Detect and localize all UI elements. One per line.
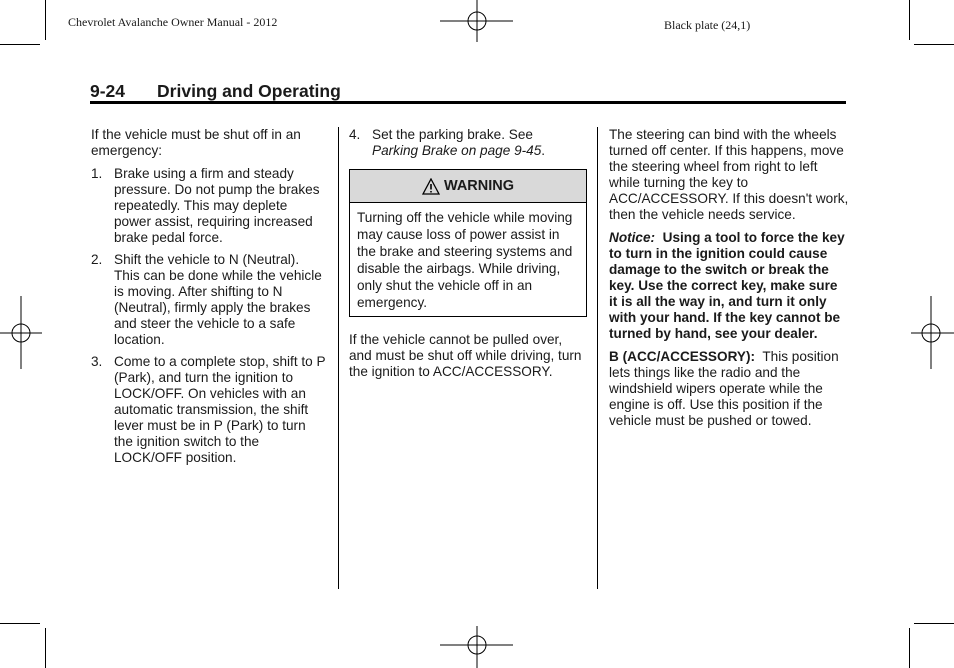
step-text: Come to a complete stop, shift to P (Park), and turn the ignition to LOCK/OFF. On vehicles with an automatic transmission, the shift lever must be in P (Park) to turn the ignition switch to the LOCK/OFF position. [114,354,326,465]
step-text: Set the parking brake. See [372,127,533,142]
notice-paragraph [609,230,849,342]
warning-header [350,170,586,203]
step-text: Brake using a firm and steady pressure. Do not pump the brakes repeatedly. This may deplete power assist, requiring increased brake pedal force. [114,166,320,245]
step-number: 1. [91,166,103,181]
step-text: Shift the vehicle to N (Neutral). This can be done while the vehicle is moving. After shifting to N (Neutral), firmly apply the brakes and steer the vehicle to a safe location. [114,252,322,347]
column-2-lower [349,332,585,387]
notice-text: Using a tool to force the key to turn in the ignition could cause damage to the switch or break the key. Use the correct key, make sure it is all the way in, and turn it only with your hand. If the key cannot be turned by hand, see your dealer. [609,230,845,341]
column-divider [597,127,598,589]
notice-label: Notice: [609,230,656,245]
warning-box [349,169,587,317]
steps-list [91,166,327,466]
section-title: Driving and Operating [157,81,341,101]
steps-list-continued [349,127,587,159]
list-item [91,354,327,466]
column-1 [91,127,327,472]
header-rule [90,101,846,104]
step-number: 2. [91,252,103,267]
list-item [91,252,327,348]
registration-mark-top [440,0,515,45]
list-item [349,127,587,159]
step-text-end: . [541,143,546,158]
steering-paragraph: The steering can bind with the wheels turned off center. If this happens, move the steering wheel from right to left while turning the key to ACC/ACCESSORY. If this doesn't work, then the vehicle needs service. [609,127,849,222]
page-number: 9-24 [90,81,126,101]
registration-mark-right [909,296,954,371]
intro-text: If the vehicle must be shut off in an emergency: [91,127,301,158]
registration-mark-left [0,296,45,371]
step-number: 3. [91,354,103,369]
cross-reference-link[interactable]: Parking Brake on page 9-45 [372,143,542,158]
after-warning-text: If the vehicle cannot be pulled over, and must be shut off while driving, turn the ignition to ACC/ACCESSORY. [349,332,582,379]
list-item [91,166,327,246]
warning-body: Turning off the vehicle while moving may cause loss of power assist in the brake and steering systems and disable the airbags. While driving, only shut the vehicle off in an emergency. [357,210,573,310]
column-divider [338,127,339,589]
column-3 [609,127,849,436]
warning-triangle-icon [422,178,440,195]
column-2 [349,127,587,165]
page-header [90,81,341,102]
acc-label: B (ACC/ACCESSORY): [609,349,756,364]
acc-paragraph [609,349,849,429]
warning-title: WARNING [443,178,515,194]
plate-left-text: Chevrolet Avalanche Owner Manual - 2012 [68,15,278,29]
acc-text: This position lets things like the radio and the windshield wipers operate while the engine is off. Use this position if the vehicle must be pushed or towed. [609,349,839,428]
step-number: 4. [349,127,361,142]
plate-right-text: Black plate (24,1) [664,18,751,32]
registration-mark-bottom [440,624,515,668]
